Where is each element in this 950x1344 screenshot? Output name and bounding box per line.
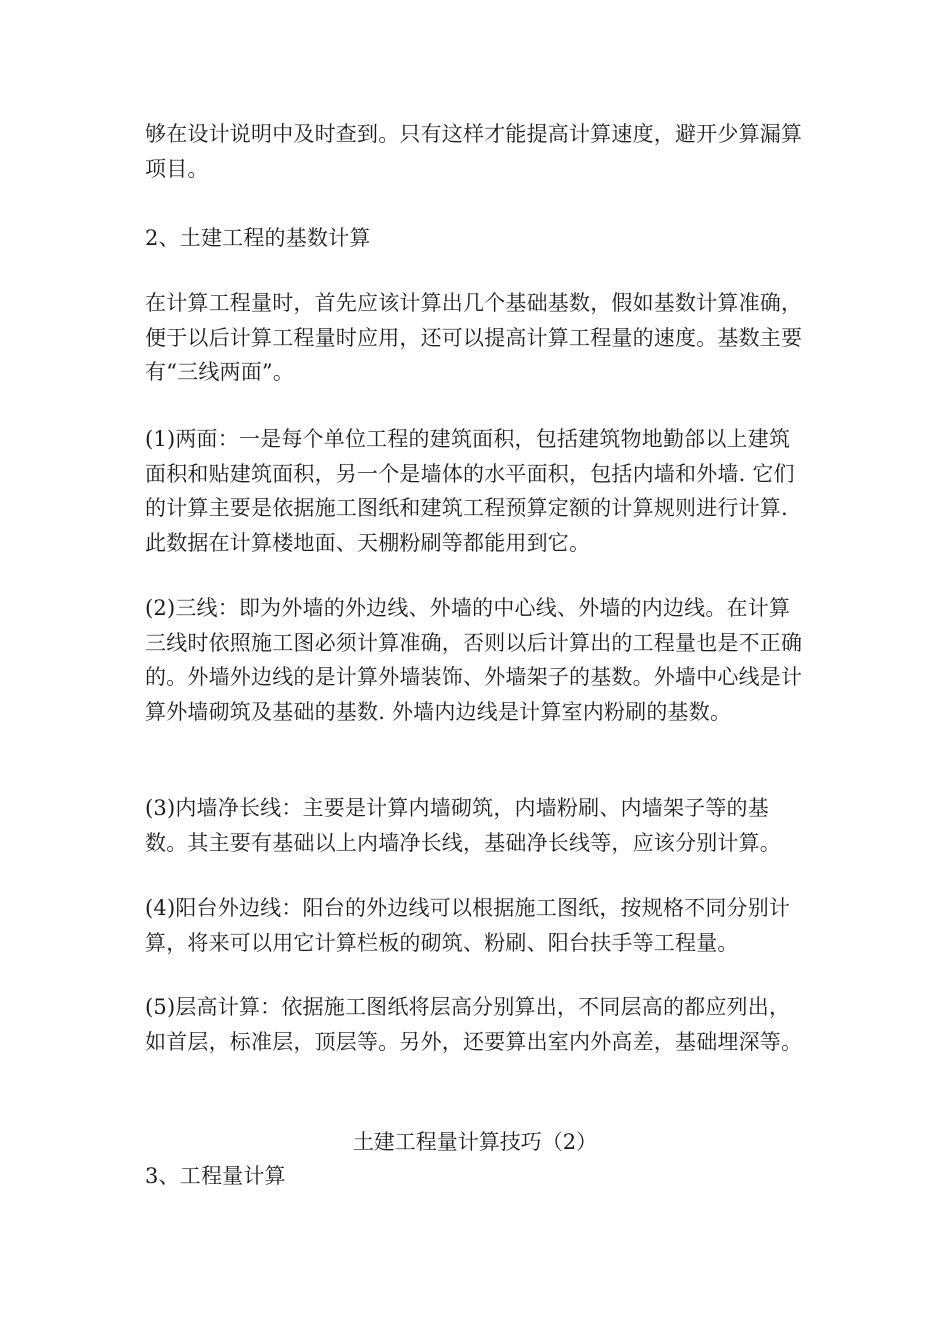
- paragraph-intro: 在计算工程量时，首先应该计算出几个基础基数，假如基数计算准确，便于以后计算工程量时应用，还可以提高计算工程量的速度。基数主要有“三线两面”。: [145, 291, 803, 384]
- list-item-3: (3)内墙净长线：主要是计算内墙砌筑，内墙粉刷、内墙架子等的基数。其主要有基础以上内墙净长线，基础净长线等，应该分别计算。: [145, 796, 781, 855]
- list-item-5: (5)层高计算：依据施工图纸将层高分别算出，不同层高的都应列出，如首层，标准层，顶层等。另外，还要算出室内外高差，基础埋深等。: [145, 995, 803, 1054]
- heading-section-3: 3、工程量计算: [145, 1164, 286, 1188]
- list-item-4: (4)阳台外边线：阳台的外边线可以根据施工图纸，按规格不同分别计算，将来可以用它计算栏板的砌筑、粉刷、阳台扶手等工程量。: [145, 896, 791, 955]
- list-item-2: (2)三线：即为外墙的外边线、外墙的中心线、外墙的内边线。在计算三线时依照施工图必须计算准确，否则以后计算出的工程量也是不正确的。外墙外边线的是计算外墙装饰、外墙架子的基数。外墙中心线是计算外墙砌筑及基础的基数. 外墙内边线是计算室内粉刷的基数。: [145, 596, 803, 724]
- paragraph-continuation: 够在设计说明中及时查到。只有这样才能提高计算速度，避开少算漏算项目。: [145, 122, 803, 181]
- section-title: 土建工程量计算技巧（2）: [352, 1130, 598, 1154]
- list-item-1: (1)两面：一是每个单位工程的建筑面积，包括建筑物地勤郃以上建筑面积和贴建筑面积，另一个是墙体的水平面积，包括内墙和外墙. 它们的计算主要是依据施工图纸和建筑工程预算定额的计算规则进行计算. 此数据在计算楼地面、天棚粉刷等都能用到它。: [145, 427, 795, 555]
- heading-section-2: 2、土建工程的基数计算: [145, 226, 371, 250]
